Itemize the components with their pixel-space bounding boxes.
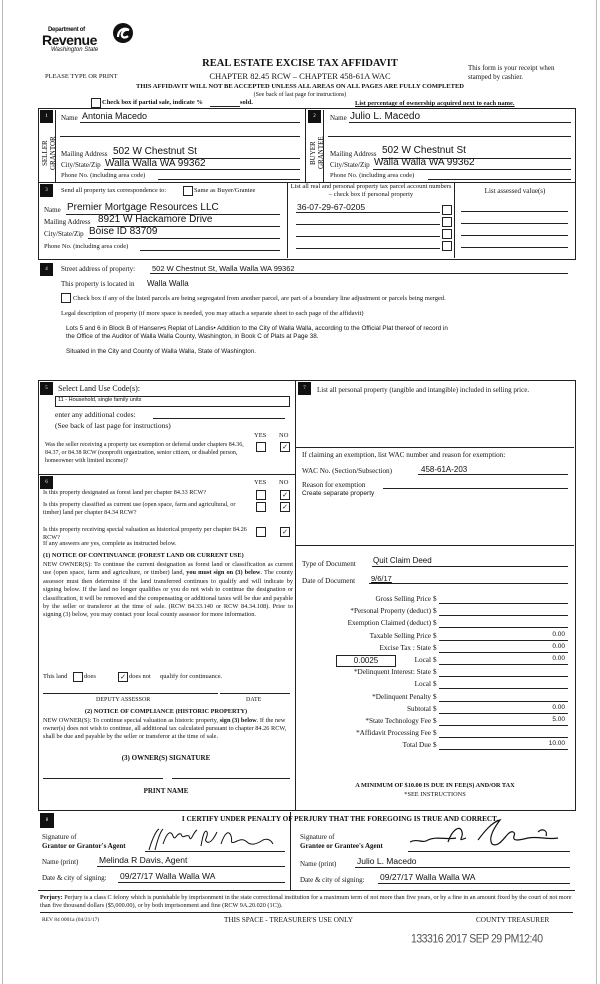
- doc-date-label: Date of Document: [302, 577, 356, 585]
- s6-no-header: NO: [279, 479, 289, 486]
- qualify-label: qualify for continuance.: [160, 673, 223, 680]
- buyer-city-line: [373, 169, 571, 170]
- tax-row-line: [439, 676, 568, 677]
- seller-mailing-value[interactable]: 502 W Chestnut St: [113, 146, 197, 157]
- currency-symbol: $: [433, 741, 437, 749]
- tax-row-line: [439, 737, 568, 738]
- tax-row-label: Local: [414, 656, 431, 664]
- grantee-date-value[interactable]: 09/27/17 Walla Walla WA: [380, 872, 476, 882]
- divider-7-exempt: [296, 447, 574, 448]
- grantee-name-line: [355, 867, 570, 868]
- notice2-bold: sign (3) below: [219, 717, 257, 724]
- s5-yes-header: YES: [254, 432, 267, 439]
- local-rate-value: 0.0025: [353, 656, 379, 665]
- instructions-note: (See back of last page for instructions): [253, 92, 347, 98]
- grantor-sig-label-1: Signature of: [42, 833, 77, 841]
- tax-row-value[interactable]: 10.00: [548, 740, 565, 747]
- tax-row-line: [439, 713, 568, 714]
- section-4-number: 4: [40, 263, 53, 276]
- seller-name-line-2[interactable]: [60, 136, 300, 137]
- tax-row-line: [439, 603, 568, 604]
- buyer-side-label: [309, 128, 325, 178]
- buyer-name-value[interactable]: Julio L. Macedo: [350, 111, 421, 122]
- parcels-header: List all real and personal property tax parcel account numbers – check box if personal property: [290, 183, 452, 198]
- see-instructions: *SEE INSTRUCTIONS: [404, 791, 466, 798]
- assessed-value-field[interactable]: [461, 223, 568, 224]
- s6-question: Is this property designated as forest land per chapter 84.33 RCW?: [43, 489, 207, 496]
- land-use-label: Select Land Use Code(s):: [58, 384, 140, 393]
- legal-line-2: the Office of the Auditor of Walla Walla County, Washington, in Book C of Plats at Page 38.: [66, 333, 319, 340]
- tax-row-value[interactable]: 0.00: [552, 655, 565, 662]
- seller-city-value[interactable]: Walla Walla WA 99362: [105, 158, 206, 169]
- tax-row-label: Total Due: [402, 741, 431, 749]
- perjury-text: Perjury is a class C felony which is punishable by imprisonment in the state correctional institution for a maximum term of not more than five years, or by a fine in an amount fixed by the court of not more than five thousand dollars ($5,000.00), or by both imprisonment and fine (RCW 9A.20.020 (1C)).: [40, 894, 572, 910]
- s5-question: Was the seller receiving a property tax exemption or deferral under chapters 84.36, 84.37, or 84.38 RCW (nonprofit organization, senior citizen, or disabled person, homeowner with limited income)?: [45, 442, 244, 464]
- tax-row-line: [439, 652, 568, 653]
- assessed-value-field[interactable]: [461, 211, 568, 212]
- s6-no-checkbox[interactable]: ✓: [280, 490, 290, 500]
- doc-date-line: [369, 583, 568, 584]
- please-print-note: PLEASE TYPE OR PRINT: [45, 73, 118, 80]
- segregated-label: Check box if any of the listed parcels are being segregated from another parcel, are part of a boundary line adjustment or parcels being merged.: [73, 295, 446, 302]
- perjury-statement: [40, 894, 573, 913]
- s5-no-header: NO: [279, 432, 289, 439]
- does-not-label: does not: [129, 673, 151, 680]
- divider-8-center: [290, 812, 291, 890]
- exemption-label: If claiming an exemption, list WAC number and reason for exemption:: [302, 451, 506, 459]
- parcel-number-line: [296, 212, 440, 213]
- assessed-value-field[interactable]: [461, 235, 568, 236]
- seller-phone-field[interactable]: [158, 179, 300, 180]
- land-use-select[interactable]: [55, 396, 290, 407]
- minimum-note: A MINIMUM OF $10.00 IS DUE IN FEE(S) AND/OR TAX: [355, 782, 515, 789]
- buyer-name-line: [349, 122, 571, 123]
- currency-symbol: $: [433, 668, 437, 676]
- buyer-phone-label: Phone No. (including area code): [330, 172, 415, 179]
- grantor-name-value[interactable]: Melinda R Davis, Agent: [99, 855, 188, 865]
- tax-row-value[interactable]: 5.00: [552, 716, 565, 723]
- partial-sale-checkbox[interactable]: [91, 98, 101, 108]
- logo-line3: Washington State: [51, 47, 99, 53]
- section-3-number: 3: [40, 184, 53, 197]
- tax-row-label: *Delinquent Penalty: [372, 693, 431, 701]
- notice2-title: (2) NOTICE OF COMPLIANCE (HISTORIC PROPERTY): [84, 708, 248, 715]
- scan-edge-left: [2, 0, 3, 984]
- currency-symbol: $: [433, 644, 437, 652]
- doc-date-value[interactable]: 9/6/17: [371, 574, 392, 583]
- partial-sale-sold: sold.: [240, 99, 253, 106]
- ownership-note: List percentage of ownership acquired next to each name.: [355, 100, 515, 107]
- parcel-number[interactable]: 36-07-29-67-0205: [297, 202, 366, 212]
- corr-city-value[interactable]: Boise ID 83709: [89, 226, 158, 237]
- buyer-mailing-value[interactable]: 502 W Chestnut St: [382, 145, 466, 156]
- form-title: REAL ESTATE EXCISE TAX AFFIDAVIT: [202, 58, 398, 69]
- tax-row-label: Gross Selling Price: [375, 595, 431, 603]
- personal-property-checkbox[interactable]: [442, 229, 452, 239]
- legal-line-3: Situated in the City and County of Walla Walla, State of Washington.: [66, 348, 257, 355]
- receipt-note: This form is your receipt when stamped by cashier.: [468, 64, 555, 81]
- buyer-name-label: Name: [330, 114, 347, 122]
- tax-row-line: [439, 749, 568, 750]
- buyer-mailing-label: Mailing Address: [330, 150, 377, 158]
- s5-yes-checkbox[interactable]: [256, 442, 266, 452]
- corr-phone-label: Phone No. (including area code): [44, 243, 129, 250]
- s6-yes-checkbox[interactable]: [256, 527, 266, 537]
- section-1-number: 1: [40, 110, 53, 123]
- accept-warning: THIS AFFIDAVIT WILL NOT BE ACCEPTED UNLESS ALL AREAS ON ALL PAGES ARE FULLY COMPLETED: [136, 83, 464, 90]
- tax-row-value[interactable]: 0.00: [552, 631, 565, 638]
- land-use-instructions: (See back of last page for instructions): [55, 421, 171, 430]
- currency-symbol: $: [433, 717, 437, 725]
- buyer-phone-field[interactable]: [428, 179, 571, 180]
- currency-symbol: $: [433, 607, 437, 615]
- seller-mailing-label: Mailing Address: [61, 150, 108, 158]
- section-5-number: 5: [40, 382, 53, 395]
- grantor-name-label: Name (print): [42, 858, 79, 866]
- buyer-name-line-2[interactable]: [328, 136, 571, 137]
- grantee-name-value[interactable]: Julio L. Macedo: [357, 856, 417, 866]
- assessed-header: List assessed value(s): [484, 187, 546, 195]
- located-value[interactable]: Walla Walla: [147, 279, 189, 288]
- corr-city-label: City/State/Zip: [44, 230, 84, 238]
- currency-symbol: $: [433, 705, 437, 713]
- section-7-number: 7: [298, 382, 311, 395]
- street-value[interactable]: 502 W Chestnut St, Walla Walla WA 99362: [152, 264, 295, 273]
- personal-property-label: List all personal property (tangible and intangible) included in selling price.: [317, 386, 530, 394]
- tax-row-line: [439, 640, 568, 641]
- reason-line: [383, 488, 568, 489]
- county-treasurer-label: COUNTY TREASURER: [476, 916, 550, 924]
- seller-side-label: [41, 128, 57, 178]
- s6-question: Is this property receiving special valuation as historical property per chapter 84.26 RCW?: [43, 526, 247, 541]
- grantee-signature[interactable]: [408, 818, 568, 852]
- grantor-signature[interactable]: [145, 826, 275, 854]
- notice1-bold: you must sign on (3) below: [186, 569, 261, 577]
- s6-yes-checkbox[interactable]: [256, 502, 266, 512]
- wac-line: [418, 474, 568, 475]
- grantee-name-label: Name (print): [300, 860, 337, 868]
- grantee-sig-label-2: Grantee or Grantee's Agent: [300, 842, 383, 850]
- corr-phone-field[interactable]: [140, 250, 280, 251]
- wac-value[interactable]: 458-61A-203: [421, 465, 468, 474]
- currency-symbol: $: [433, 693, 437, 701]
- notice1-text: [43, 561, 293, 620]
- located-label: This property is located in: [61, 280, 135, 288]
- street-line: [150, 273, 568, 274]
- owner-signature-label: (3) OWNER(S) SIGNATURE: [121, 754, 211, 762]
- treasurer-stamp: 133316 2017 SEP 29 PM12:40: [411, 932, 543, 946]
- tax-row-label: Subtotal: [407, 705, 431, 713]
- seller-label-2: GRANTOR: [49, 136, 57, 170]
- divider-1-2: [305, 108, 306, 182]
- buyer-city-label: City/State/Zip: [330, 161, 370, 169]
- tax-row-label: Exemption Claimed (deduct): [347, 619, 431, 627]
- divider-exempt-doc: [296, 545, 574, 546]
- seller-label-1: SELLER: [41, 140, 49, 166]
- deputy-assessor-label: DEPUTY ASSESSOR: [96, 697, 151, 703]
- does-label: does: [84, 673, 96, 680]
- deputy-assessor-line[interactable]: [43, 693, 218, 694]
- s6-if-yes: If any answers are yes, complete as instructed below.: [43, 540, 177, 547]
- tax-row-label: Excise Tax : State: [379, 644, 431, 652]
- notice2-text-b: . If the new owner(s) does not wish to continue, all additional tax calculated pursuant to chapter 84.26 RCW, shall be due and payable by the seller or transferor at the time of sale.: [43, 717, 287, 741]
- corr-mailing-label: Mailing Address: [44, 218, 91, 226]
- street-label: Street address of property:: [61, 265, 136, 273]
- grantor-date-label: Date & city of signing:: [42, 874, 107, 882]
- personal-property-checkbox[interactable]: [442, 205, 452, 215]
- grantee-sig-line: [408, 851, 570, 852]
- divider-perjury: [38, 890, 575, 891]
- parcel-number-line: [296, 224, 440, 225]
- seller-city-label: City/State/Zip: [61, 161, 101, 169]
- s6-yes-header: YES: [254, 479, 267, 486]
- currency-symbol: $: [433, 595, 437, 603]
- tax-row-label: *Delinquent Interest: State: [353, 668, 431, 676]
- assessor-date-line[interactable]: [220, 693, 290, 694]
- doc-type-value[interactable]: Quit Claim Deed: [373, 556, 432, 565]
- assessor-date-label: DATE: [246, 697, 262, 703]
- grantor-date-value[interactable]: 09/27/17 Walla Walla WA: [120, 871, 216, 881]
- divider-parcels-assessed: [454, 182, 455, 258]
- currency-symbol: $: [433, 632, 437, 640]
- form-id: REV 84 0001a (04/21/17): [42, 917, 100, 923]
- grantor-sig-label-2: Grantor or Grantor's Agent: [42, 842, 126, 850]
- seller-city-line: [104, 169, 300, 170]
- s5-no-checkbox[interactable]: ✓: [280, 442, 290, 452]
- notice2-text-a: NEW OWNER(S): To continue special valuation as historic property,: [43, 717, 219, 724]
- tax-row-line: [439, 615, 568, 616]
- seller-name-line: [80, 122, 300, 123]
- logo-line2: Revenue: [42, 32, 97, 48]
- s6-no-checkbox[interactable]: ✓: [280, 527, 290, 537]
- buyer-label-2: GRANTEE: [317, 136, 325, 170]
- currency-symbol: $: [433, 619, 437, 627]
- tax-row-value[interactable]: 0.00: [552, 643, 565, 650]
- tax-row-line: [439, 664, 568, 665]
- segregated-checkbox[interactable]: [61, 293, 71, 303]
- seller-phone-label: Phone No. (including area code): [61, 172, 146, 179]
- tax-row-label: *State Technology Fee: [365, 717, 431, 725]
- tax-row-line: [439, 725, 568, 726]
- same-as-buyer-label: Same as Buyer/Grantee: [194, 187, 256, 194]
- grantee-date-label: Date & city of signing:: [300, 876, 365, 884]
- currency-symbol: $: [433, 729, 437, 737]
- grantor-sig-line: [145, 851, 285, 852]
- corr-city-line: [88, 238, 280, 239]
- legal-label: Legal description of property (if more space is needed, you may attach a separate sheet to each page of the affidavit): [61, 310, 364, 317]
- corr-mailing-value[interactable]: 8921 W Hackamore Drive: [98, 214, 213, 225]
- tax-row-line: [439, 701, 568, 702]
- certify-statement: I CERTIFY UNDER PENALTY OF PERJURY THAT THE FOREGOING IS TRUE AND CORRECT.: [181, 815, 499, 823]
- s6-yes-checkbox[interactable]: [256, 490, 266, 500]
- partial-sale-label: Check box if partial sale, indicate %: [102, 99, 203, 106]
- perjury-bold: Perjury:: [40, 894, 63, 901]
- doc-type-line: [372, 566, 568, 567]
- section-2-number: 2: [308, 110, 321, 123]
- section-8-number: 8: [40, 813, 54, 828]
- wac-label: WAC No. (Section/Subsection): [302, 467, 393, 475]
- corr-name-label: Name: [44, 206, 61, 214]
- s6-question: Is this property classified as current use (open space, farm and agricultural, or timber) land per chapter 84.34 RCW?: [43, 501, 236, 516]
- logo-line1: Department of: [48, 27, 85, 33]
- tax-row-label: *Affidavit Processing Fee: [356, 729, 431, 737]
- divider-8: [38, 810, 575, 811]
- personal-property-checkbox[interactable]: [442, 217, 452, 227]
- seller-name-value[interactable]: Antonia Macedo: [82, 111, 148, 121]
- grantee-date-line: [378, 883, 570, 884]
- correspondence-label: Send all property tax correspondence to:: [61, 187, 167, 194]
- assessed-value-field[interactable]: [461, 247, 568, 248]
- grantor-date-line: [118, 882, 285, 883]
- scan-edge-right: [596, 0, 597, 984]
- does-checkbox[interactable]: [73, 672, 83, 682]
- notice2-text: [43, 717, 293, 742]
- divider-5-6: [38, 474, 295, 475]
- grantor-name-line: [97, 866, 285, 867]
- this-land-label: This land: [43, 673, 68, 680]
- buyer-label-1: BUYER: [309, 141, 317, 165]
- legal-line-1: Lots 5 and 6 in Block B of Hansen•s Replat of Landis• Addition to the City of Walla Walla, according to the Official Plat thereof of record in: [66, 325, 448, 332]
- form-chapter: CHAPTER 82.45 RCW – CHAPTER 458-61A WAC: [209, 71, 391, 81]
- additional-codes-field[interactable]: [153, 418, 285, 419]
- treasurer-use-label: THIS SPACE - TREASURER'S USE ONLY: [224, 916, 353, 924]
- owner-print-line[interactable]: [172, 778, 290, 779]
- tax-row-label: Local: [414, 680, 431, 688]
- reason-value[interactable]: Create separate property: [302, 490, 375, 497]
- divider-3-parcels: [287, 182, 288, 258]
- additional-codes-label: enter any additional codes:: [55, 410, 136, 419]
- notice1-text-a: NEW OWNER(S): To continue the current designation as forest land or classification as current use (open space, farm and agriculture, or timber) land,: [43, 561, 293, 577]
- dor-swirl-logo-icon: [112, 22, 134, 44]
- does-not-checkbox[interactable]: ✓: [118, 672, 128, 682]
- currency-symbol: $: [433, 656, 437, 664]
- tax-row-label: Taxable Selling Price: [369, 632, 431, 640]
- parcel-number-line: [296, 236, 440, 237]
- same-as-buyer-checkbox[interactable]: [183, 186, 193, 196]
- personal-property-checkbox[interactable]: [442, 241, 452, 251]
- notice1-text-b: . The county assessor must then determine if the land transferred continues to qualify and will indicate by signing below. If the land no longer qualifies or you do not wish to continue the designation or classification, it will be removed and the compensating or additional taxes will be due and payable by the seller or transferor at the time of sale. (RCW 84.33.140 or RCW 84.34.108). Prior to signing (3) below, you may contact your local county assessor for more information.: [43, 569, 293, 619]
- land-use-selected: 11 - Household, single family units: [58, 397, 142, 403]
- print-name-label: PRINT NAME: [143, 787, 189, 795]
- lower-center-divider: [295, 380, 296, 810]
- doc-type-label: Type of Document: [302, 560, 356, 568]
- tax-row-line: [439, 627, 568, 628]
- reason-label: Reason for exemption: [302, 481, 366, 489]
- corr-name-value[interactable]: Premier Mortgage Resources LLC: [67, 202, 219, 213]
- parcel-number-line: [296, 248, 440, 249]
- buyer-city-value[interactable]: Walla Walla WA 99362: [374, 157, 475, 168]
- section-6-number: 6: [40, 476, 53, 489]
- tax-row-value[interactable]: 0.00: [552, 704, 565, 711]
- partial-sale-percent-field[interactable]: [210, 106, 240, 107]
- owner-signature-line[interactable]: [43, 778, 163, 779]
- grantee-sig-label-1: Signature of: [300, 833, 335, 841]
- seller-name-label: Name: [61, 114, 78, 122]
- tax-row-label: *Personal Property (deduct): [350, 607, 431, 615]
- notice1-title: (1) NOTICE OF CONTINUANCE (FOREST LAND OR CURRENT USE): [43, 552, 244, 559]
- currency-symbol: $: [433, 680, 437, 688]
- s6-no-checkbox[interactable]: ✓: [280, 502, 290, 512]
- tax-row-line: [439, 688, 568, 689]
